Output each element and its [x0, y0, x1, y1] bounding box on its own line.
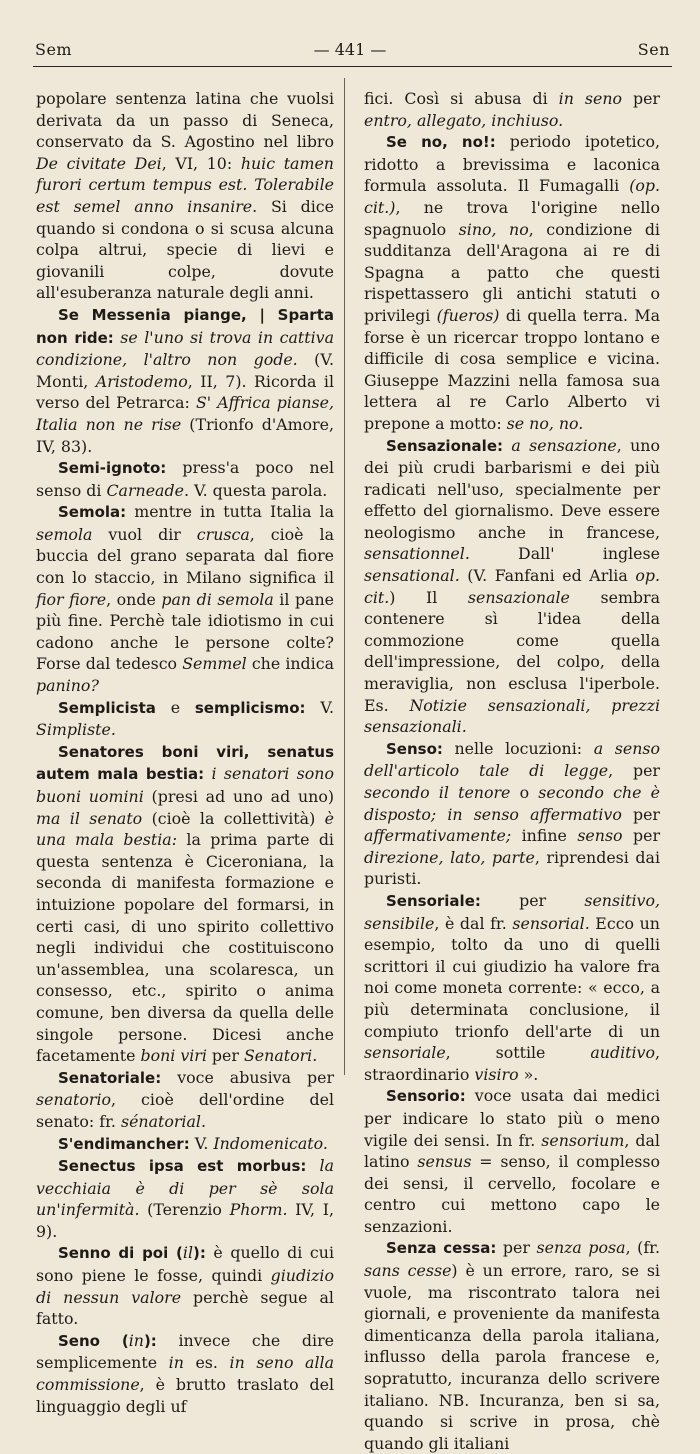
entry-italic-text: De civitate Dei: [36, 153, 162, 173]
entry-text: o: [510, 783, 539, 802]
entry-italic-text: crusca: [196, 524, 250, 544]
entry-italic-text: Notizie sensazionali, prezzi sensazionali.: [364, 695, 660, 737]
page-number: — 441 —: [313, 40, 387, 59]
dictionary-entry: [364, 1237, 660, 1454]
entry-text: per: [621, 804, 660, 824]
page-header: [0, 40, 700, 64]
entry-text: (V. Fanfani ed Arlia: [459, 566, 636, 586]
entry-italic-text: sino, no: [458, 219, 529, 239]
entry-italic-text: sensational.: [364, 566, 460, 586]
entry-italic-text: se l'uno si trova in cattiva condizione, l'altro non gode.: [36, 327, 334, 370]
entry-text: , dal latino: [364, 1130, 660, 1172]
entry-text: , straordinario: [364, 1043, 660, 1084]
entry-italic-text: Aristodemo: [95, 371, 188, 391]
entry-headword: Senza cessa:: [386, 1239, 497, 1258]
entry-italic-text: huic tamen furori certum tempus est. Tolerabile est semel anno insanire.: [36, 153, 334, 216]
dictionary-entry: [36, 457, 334, 501]
entry-italic-text: sensationnel.: [364, 544, 470, 564]
entry-italic-text: boni viri: [140, 1046, 207, 1066]
entry-text: per: [206, 1046, 244, 1066]
entry-text: nelle locuzioni:: [442, 738, 594, 758]
entry-italic-text: secondo il tenore: [364, 783, 511, 802]
entry-italic-text: Carneade: [106, 480, 184, 500]
entry-text: V.: [305, 697, 334, 717]
header-right-guide-word: Sen: [637, 40, 670, 59]
entry-italic-text: panino?: [36, 676, 99, 696]
entry-text: che indica: [246, 654, 334, 674]
entry-italic-text: Phorm.: [229, 1200, 288, 1220]
entry-italic-text: senza posa: [536, 1238, 626, 1258]
entry-headword: Semola:: [58, 503, 127, 522]
entry-italic-text: affermativamente;: [364, 826, 512, 846]
entry-italic-text: sans cesse: [364, 1261, 452, 1281]
entry-text: . V. questa parola.: [183, 480, 328, 500]
entry-headword: Senso:: [386, 739, 443, 758]
entry-italic-text: (fueros): [436, 305, 500, 325]
entry-text: , cioè dell'ordine del senato: fr.: [36, 1090, 334, 1131]
entry-headword: Senatoriale:: [58, 1068, 162, 1087]
entry-italic-text: Semmel: [182, 654, 247, 674]
right-column: [364, 88, 660, 1454]
entry-text: perchè segue al fatto.: [36, 1287, 334, 1329]
entry-text: (V. Monti,: [36, 350, 334, 391]
entry-text: es.: [183, 1353, 230, 1373]
entry-text: , II, 7). Ricorda il verso del Petrarca:: [36, 371, 334, 413]
entry-headword: Se Messenia piange, | Sparta non ride:: [36, 305, 334, 347]
entry-text: popolare sentenza latina che vuolsi derivata da un passo di Seneca, conservato da S. Agostino nel libro: [36, 89, 334, 152]
entry-text: , onde: [106, 589, 162, 609]
entry-text: = senso, il complesso dei sensi, il cervello, focolare e centro cui mettono capo le senzazioni.: [364, 1152, 660, 1236]
dictionary-entry: [36, 1067, 334, 1133]
entry-italic-text: in seno: [558, 89, 622, 108]
entry-headword: Sensoriale:: [386, 891, 481, 910]
dictionary-entry: [36, 304, 334, 457]
entry-text: (Trionfo d'Amore, IV, 83).: [36, 414, 334, 456]
entry-text: (cioè la collettività): [142, 808, 325, 828]
entry-italic-text: pan di semola: [161, 589, 274, 609]
entry-italic-text: sensorial.: [512, 913, 590, 933]
entry-text: , uno dei più crudi barbarismi e dei più radicati nell'uso, specialmente per effetto del giornalismo. Deve essere neologismo anche in francese,: [364, 435, 660, 542]
entry-headword: ):: [143, 1331, 157, 1350]
entry-headword: Senno di poi (: [58, 1244, 183, 1263]
entry-italic-text: in: [168, 1353, 184, 1373]
entry-headword: Senatores boni viri, senatus autem mala bestia:: [36, 742, 334, 784]
entry-italic-text: visiro: [474, 1064, 519, 1084]
entry-text: ) è un errore, raro, se si vuole, ma riscontrato talora nei giornali, e proveniente da manifesta dimenticanza della parola italiana, influsso della parola francese e, sopratutto, incuranza dello scrivere italiano. NB. Incuranza, ben si sa, quando si scrive in prosa, chè quando gli italiani: [364, 1261, 660, 1453]
entry-text: ».: [518, 1064, 539, 1084]
entry-headword: Seno (: [58, 1331, 129, 1350]
entry-headword: Se no, no!:: [386, 133, 496, 152]
entry-text: (presi ad uno ad uno): [143, 787, 334, 806]
entry-text: , cioè la buccia del grano separata dal fiore con lo staccio, in Milano significa il: [36, 524, 334, 588]
entry-text: , sottile: [445, 1043, 591, 1063]
entry-italic-text: secondo che è disposto; in senso affermativo: [364, 783, 661, 824]
dictionary-entry: [36, 1133, 334, 1156]
dictionary-entry: [36, 88, 334, 304]
entry-text: IV, I, 9).: [36, 1200, 334, 1241]
entry-text: Ecco un esempio, tolto da uno di quelli scrittori il cui giudizio ha valore fra noi come moneta corrente: « ecco, a più determinata conclusione, il compiuto trionfo dell'arte di un: [364, 913, 660, 1041]
entry-italic-text: il: [182, 1243, 193, 1263]
entry-text: ) Il: [389, 587, 468, 607]
entry-italic-text: auditivo: [590, 1043, 655, 1063]
header-left-guide-word: Sem: [35, 40, 73, 59]
entry-text: la prima parte di questa sentenza è Ciceroniana, la seconda di manifesta formazione e intuizione popolare del formarsi, in certi casi, di uno spirito collettivo negli individui che costituiscono un'assemblea, una scolaresca, un consesso, etc., spirito o anima comune, ben diversa da quella delle singole persone. Dicesi anche facetamente: [36, 830, 334, 1066]
dictionary-entry: [36, 1155, 334, 1242]
entry-text: vuol dir: [92, 524, 197, 544]
entry-italic-text: fior fiore: [36, 589, 107, 609]
entry-italic-text: (op. cit.): [364, 176, 660, 217]
entry-italic-text: giudizio di nessun valore: [36, 1266, 334, 1307]
entry-italic-text: sensoriale: [364, 1043, 446, 1063]
entry-italic-text: in seno alla commissione: [36, 1353, 334, 1395]
entry-italic-text: entro, allegato, inchiuso.: [364, 110, 564, 130]
entry-text: Dall' inglese: [469, 544, 660, 564]
header-rule: [33, 66, 672, 67]
entry-headword: ):: [193, 1244, 206, 1263]
entry-headword: S'endimancher:: [58, 1134, 190, 1153]
dictionary-entry: [364, 131, 660, 434]
entry-text: periodo ipotetico, ridotto a brevissima e laconica formula assoluta. Il Fumagalli: [364, 132, 660, 196]
entry-headword: semplicismo:: [194, 698, 306, 717]
entry-italic-text: sénatorial.: [120, 1111, 206, 1131]
entry-italic-text: senatorio: [36, 1090, 112, 1110]
entry-italic-text: a sensazione: [503, 435, 617, 455]
entry-italic-text: sensazionale: [467, 587, 570, 607]
entry-text: V.: [189, 1133, 214, 1153]
entry-italic-text: è una mala bestia:: [36, 808, 334, 850]
entry-italic-text: direzione, lato, parte: [364, 847, 535, 867]
entry-italic-text: senso: [577, 826, 623, 846]
entry-italic-text: semola: [36, 524, 93, 544]
entry-italic-text: ma il senato: [36, 808, 143, 828]
entry-text: per: [496, 1238, 537, 1258]
entry-text: , ne trova l'origine nello spagnuolo: [364, 197, 660, 239]
entry-italic-text: Simpliste.: [36, 720, 116, 740]
dictionary-entry: [364, 890, 660, 1085]
entry-italic-text: S' Affrica pianse, Italia non ne rise: [36, 393, 334, 434]
entry-text: per: [622, 826, 660, 846]
entry-headword: Senectus ipsa est morbus:: [58, 1157, 307, 1176]
entry-text: e: [155, 697, 195, 717]
dictionary-entry: [364, 738, 660, 890]
entry-text: , riprendesi dai puristi.: [364, 847, 661, 889]
entry-text: è quello di cui sono piene le fosse, quindi: [36, 1243, 334, 1286]
entry-text: Si dice quando si condona o si scusa alcuna colpa altrui, specie di lievi e giovanili colpe, dovute all'esuberanza naturale degli anni.: [36, 196, 334, 303]
dictionary-entry: [36, 697, 334, 741]
entry-italic-text: Senatori.: [243, 1046, 318, 1066]
dictionary-entry: [36, 741, 334, 1067]
entry-italic-text: la vecchiaia è di per sè sola un'infermità.: [36, 1156, 334, 1220]
entry-italic-text: sensorium: [541, 1130, 625, 1150]
entry-text: , VI, 10:: [161, 153, 241, 173]
entry-headword: Sensorio:: [386, 1087, 466, 1106]
entry-headword: Semplicista: [58, 698, 156, 717]
entry-italic-text: a senso dell'articolo tale di legge: [364, 738, 660, 781]
entry-text: , è brutto traslato del linguaggio degli uf: [36, 1375, 334, 1416]
entry-headword: Semi-ignoto:: [58, 459, 167, 478]
left-column: [36, 88, 334, 1417]
entry-text: il pane più fine. Perchè tale idiotismo in cui cadono anche le persone colte? Forse dal tedesco: [36, 589, 334, 674]
dictionary-entry: [36, 1242, 334, 1329]
entry-text: , per: [608, 761, 660, 781]
entry-text: per: [622, 89, 660, 108]
entry-text: , (fr.: [625, 1238, 661, 1258]
dictionary-entry: [364, 1085, 660, 1237]
entry-text: mentre in tutta Italia la: [126, 502, 334, 522]
entry-italic-text: sensitivo, sensibile: [364, 890, 660, 933]
entry-italic-text: Indomenicato.: [213, 1133, 328, 1153]
dictionary-entry: [364, 88, 660, 131]
entry-text: voce abusiva per: [161, 1067, 334, 1087]
entry-text: , è dal fr.: [434, 913, 513, 933]
entry-italic-text: in: [128, 1330, 144, 1350]
entry-text: infine: [511, 826, 578, 846]
entry-text: fici. Così si abusa di: [364, 89, 559, 108]
entry-italic-text: op. cit.: [364, 566, 660, 607]
entry-text: press'a poco nel senso di: [36, 458, 334, 500]
entry-text: invece che dire semplicemente: [36, 1330, 334, 1373]
entry-text: voce usata dai medici per indicare lo stato più o meno vigile dei sensi. In fr.: [364, 1086, 660, 1150]
entry-text: sembra contenere sì l'idea della commozione come quella dell'impressione, del colpo, della meraviglia, non esclusa l'iperbole. Es.: [364, 587, 661, 715]
entry-italic-text: sensus: [417, 1152, 472, 1172]
dictionary-entry: [364, 435, 660, 738]
dictionary-entry: [36, 501, 334, 696]
dictionary-entry: [36, 1330, 334, 1417]
entry-text: , condizione di sudditanza dell'Aragona ai re di Spagna a patto che questi rispettassero gli antichi statuti o privilegi: [364, 219, 660, 325]
entry-text: di quella terra. Ma forse è un ricercar troppo lontano e difficile di cosa semplice e vicina. Giuseppe Mazzini nella famosa sua lettera al re Carlo Alberto vi prepone a motto:: [364, 305, 660, 433]
column-divider: [344, 78, 345, 1075]
entry-italic-text: se no, no.: [506, 413, 584, 433]
entry-italic-text: i senatori sono buoni uomini: [36, 764, 334, 806]
entry-text: per: [480, 890, 585, 910]
entry-headword: Sensazionale:: [386, 436, 503, 455]
entry-text: (Terenzio: [139, 1200, 230, 1220]
